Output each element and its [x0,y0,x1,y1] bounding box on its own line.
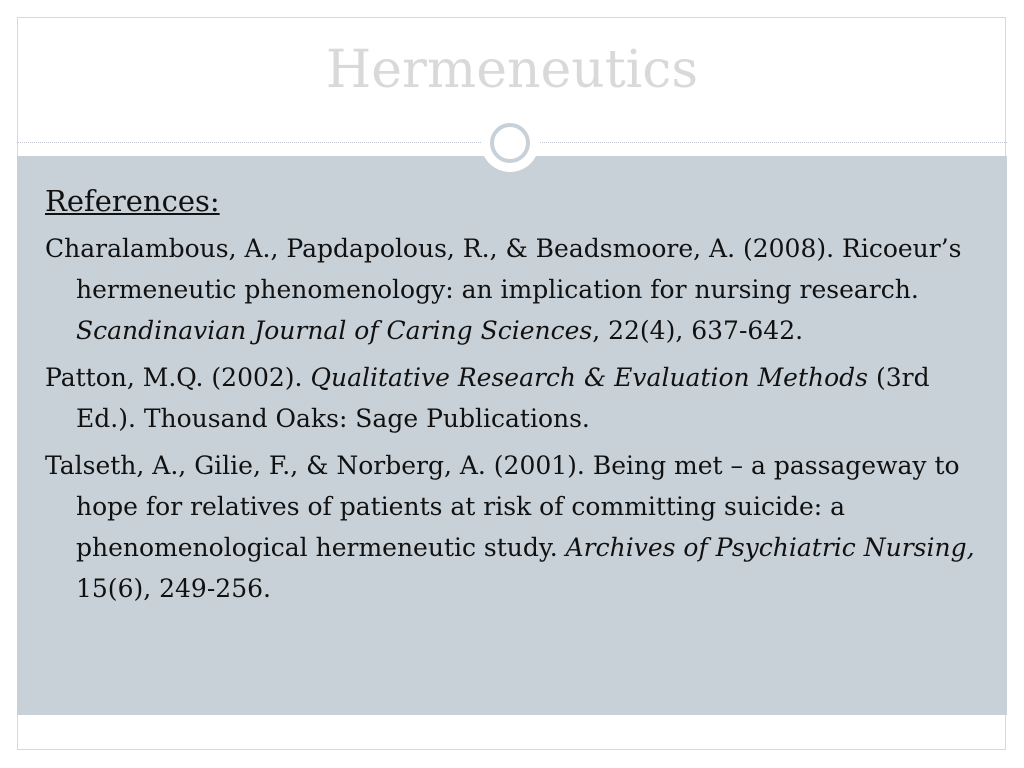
reference-item [45,357,975,439]
reference-item [45,228,975,351]
reference-details: (3rd Ed.). Thousand Oaks: Sage Publications. [76,363,930,433]
reference-source: Scandinavian Journal of Caring Sciences [76,316,593,345]
reference-text: Talseth, A., Gilie, F., & Norberg, A. (2001). Being met – a passageway to hope for relatives of patients at risk of committing suicide: a phenomenological hermeneutic study. [45,451,960,562]
references-content [45,180,975,615]
reference-text: Patton, M.Q. (2002). [45,363,311,392]
slide-title: Hermeneutics [325,40,699,100]
reference-details: 15(6), 249-256. [76,574,271,603]
reference-text: Charalambous, A., Papdapolous, R., & Beadsmoore, A. (2008). Ricoeur’s hermeneutic phenomenology: an implication for nursing research. [45,234,962,304]
reference-details: , 22(4), 637-642. [592,316,804,345]
circle-ornament-ring [490,123,530,163]
reference-item [45,445,975,609]
reference-source: Qualitative Research & Evaluation Methods [310,363,869,392]
references-heading: References: [45,184,220,218]
reference-source: Archives of Psychiatric Nursing, [565,533,975,562]
